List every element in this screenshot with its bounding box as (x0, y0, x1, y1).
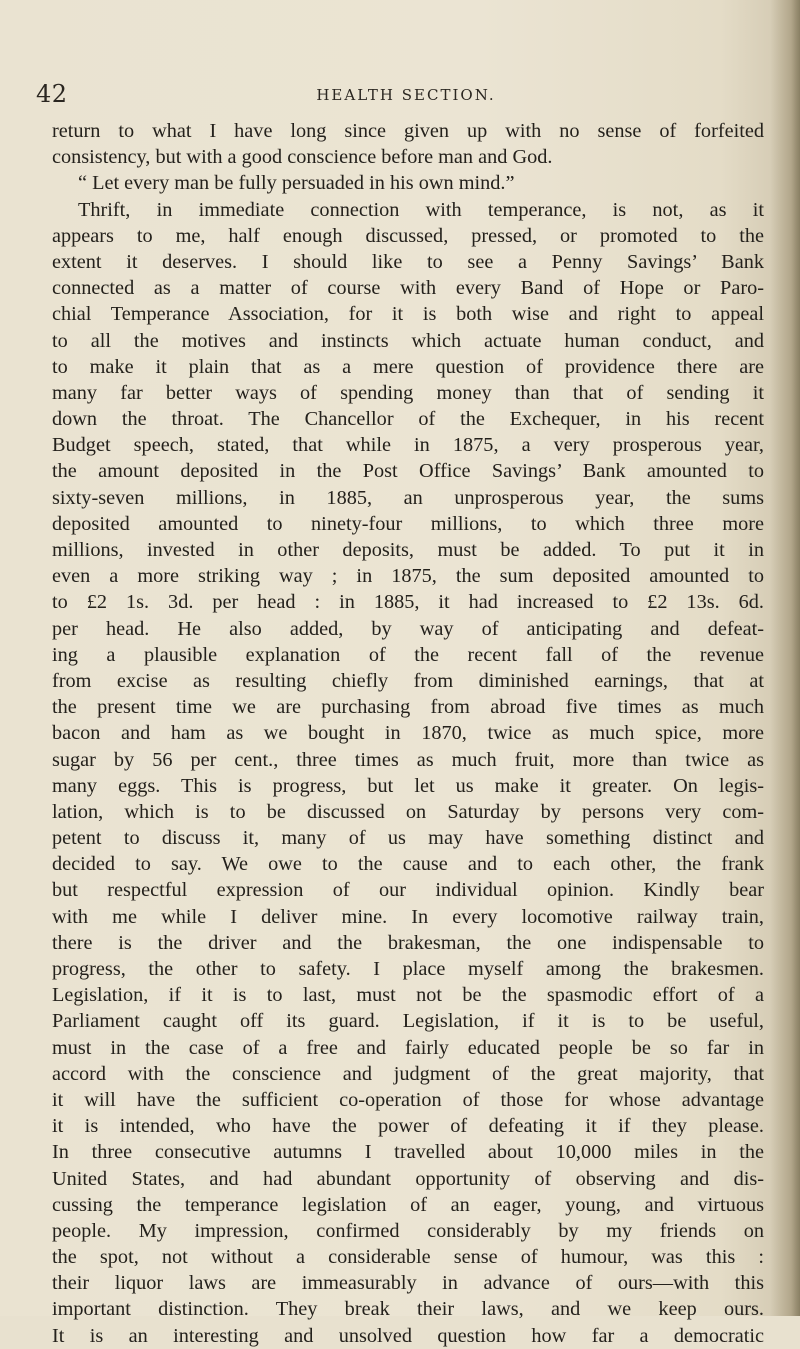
text-line: Legislation, if it is to last, must not be the spasmodic effort of a (52, 984, 764, 1007)
text-line: to £2 1s. 3d. per head : in 1885, it had increased to £2 13s. 6d. (52, 591, 764, 614)
text-line: return to what I have long since given up with no sense of forfeited (52, 120, 764, 142)
text-line: down the throat. The Chancellor of the Exchequer, in his recent (52, 408, 764, 431)
text-line: people. My impression, confirmed considerably by my friends on (52, 1219, 764, 1242)
text-line: It is an interesting and unsolved question how far a democratic (52, 1324, 764, 1347)
text-line: important distinction. They break their laws, and we keep ours. (52, 1298, 764, 1321)
page-number: 42 (36, 80, 68, 108)
text-line: but respectful expression of our individual opinion. Kindly bear (52, 879, 764, 902)
body-text (52, 118, 764, 1349)
text-line: lation, which is to be discussed on Saturday by persons very com- (52, 800, 764, 823)
text-line: progress, the other to safety. I place myself among the brakesmen. (52, 958, 764, 980)
text-line: must in the case of a free and fairly educated people be so far in (52, 1036, 764, 1059)
text-line: extent it deserves. I should like to see a Penny Savings’ Bank (52, 250, 764, 273)
text-line: decided to say. We owe to the cause and to each other, the frank (52, 853, 764, 876)
text-line: In three consecutive autumns I travelled about 10,000 miles in the (52, 1141, 764, 1164)
text-line: to all the motives and instincts which actuate human conduct, and (52, 329, 764, 352)
text-line: even a more striking way ; in 1875, the sum deposited amounted to (52, 565, 764, 588)
text-line: appears to me, half enough discussed, pressed, or promoted to the (52, 224, 764, 247)
text-line: United States, and had abundant opportunity of observing and dis- (52, 1167, 764, 1190)
text-line: the spot, not without a considerable sense of humour, was this : (52, 1246, 764, 1269)
text-line: many eggs. This is progress, but let us make it greater. On legis- (52, 774, 764, 797)
running-head: HEALTH SECTION. (316, 86, 496, 104)
text-line: there is the driver and the brakesman, the one indispensable to (52, 931, 764, 954)
text-line: to make it plain that as a mere question of providence there are (52, 355, 764, 378)
text-line: it will have the sufficient co-operation of those for whose advantage (52, 1088, 764, 1111)
text-line: consistency, but with a good conscience before man and God. (52, 146, 553, 169)
text-line: ing a plausible explanation of the recent fall of the revenue (52, 643, 764, 666)
text-line: sixty-seven millions, in 1885, an unprosperous year, the sums (52, 486, 764, 509)
text-line: chial Temperance Association, for it is both wise and right to appeal (52, 303, 764, 326)
text-line: from excise as resulting chiefly from diminished earnings, that at (52, 669, 764, 692)
text-line: deposited amounted to ninety-four millions, to which three more (52, 512, 764, 535)
text-line: millions, invested in other deposits, must be added. To put it in (52, 539, 764, 561)
text-line: their liquor laws are immeasurably in advance of ours—with this (52, 1272, 764, 1295)
quotation-line: “ Let every man be fully persuaded in his own mind.” (78, 172, 515, 195)
text-line: the amount deposited in the Post Office Savings’ Bank amounted to (52, 460, 764, 483)
text-line: it is intended, who have the power of defeating it if they please. (52, 1115, 764, 1138)
text-line: Budget speech, stated, that while in 1875, a very prosperous year, (52, 434, 764, 457)
text-line: Thrift, in immediate connection with temperance, is not, as it (78, 198, 764, 221)
text-line: petent to discuss it, many of us may have something distinct and (52, 827, 764, 850)
text-line: connected as a matter of course with every Band of Hope or Paro- (52, 277, 764, 300)
text-line: bacon and ham as we bought in 1870, twice as much spice, more (52, 722, 764, 745)
text-line: accord with the conscience and judgment of the great majority, that (52, 1062, 764, 1085)
text-line: cussing the temperance legislation of an eager, young, and virtuous (52, 1193, 764, 1216)
text-line: with me while I deliver mine. In every locomotive railway train, (52, 905, 764, 928)
text-line: per head. He also added, by way of anticipating and defeat- (52, 617, 764, 640)
text-line: the present time we are purchasing from abroad five times as much (52, 696, 764, 719)
text-line: Parliament caught off its guard. Legislation, if it is to be useful, (52, 1010, 764, 1033)
text-line: sugar by 56 per cent., three times as much fruit, more than twice as (52, 748, 764, 771)
page-header (36, 80, 776, 110)
page-edge-shadow (770, 0, 800, 1316)
text-line: many far better ways of spending money than that of sending it (52, 381, 764, 404)
